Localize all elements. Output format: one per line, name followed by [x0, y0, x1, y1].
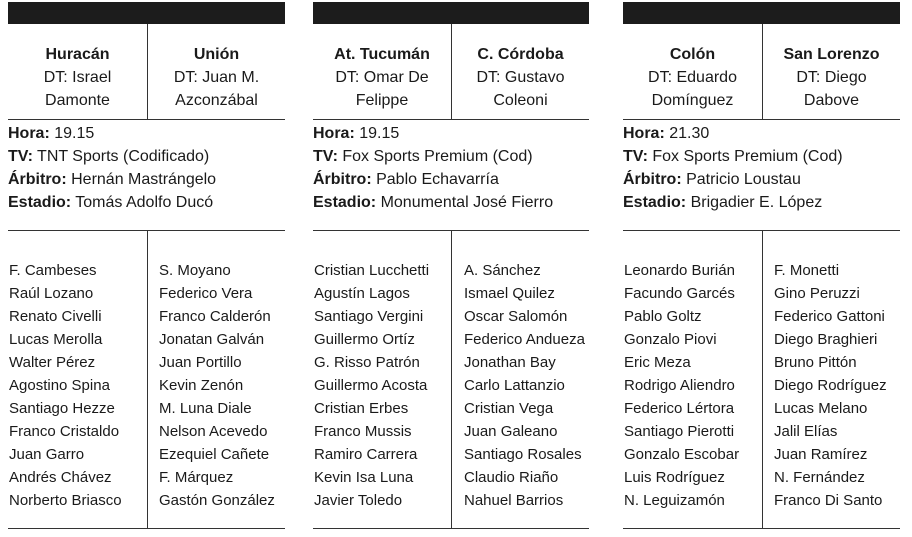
- player: Nahuel Barrios: [464, 492, 564, 509]
- hora-label: Hora:: [8, 125, 50, 142]
- player: Lucas Melano: [774, 400, 868, 417]
- player: Federico Vera: [159, 285, 253, 302]
- player: Cristian Lucchetti: [314, 262, 430, 279]
- away-team-name: C. Córdoba: [477, 46, 564, 63]
- player: Franco Di Santo: [774, 492, 883, 509]
- tv-value: Fox Sports Premium (Cod): [652, 148, 843, 165]
- card-header-bar: [623, 2, 900, 24]
- estadio-label: Estadio:: [313, 194, 377, 211]
- hora-label: Hora:: [313, 125, 355, 142]
- divider-line: [313, 119, 589, 120]
- player: Santiago Vergini: [314, 308, 424, 325]
- player: Oscar Salomón: [464, 308, 568, 325]
- home-lineup: [624, 259, 739, 512]
- player: Santiago Rosales: [464, 446, 582, 463]
- player: Bruno Pittón: [774, 354, 857, 371]
- stadium: [8, 191, 285, 214]
- estadio-value: Tomás Adolfo Ducó: [75, 194, 214, 211]
- player: Ramiro Carrera: [314, 446, 418, 463]
- divider-line: [8, 528, 285, 529]
- player: Guillermo Ortíz: [314, 331, 415, 348]
- referee: [623, 168, 900, 191]
- divider-line: [623, 528, 900, 529]
- tv-channel: [313, 145, 589, 168]
- player: Diego Braghieri: [774, 331, 878, 348]
- player: Santiago Pierotti: [624, 423, 735, 440]
- away-coach-line1: DT: Gustavo: [476, 69, 565, 86]
- player: Federico Lértora: [624, 400, 735, 417]
- player: Carlo Lattanzio: [464, 377, 565, 394]
- stadium: [313, 191, 589, 214]
- card-header-bar: [313, 2, 589, 24]
- player: Rodrigo Aliendro: [624, 377, 735, 394]
- hora-value: 19.15: [54, 125, 95, 142]
- arbitro-label: Árbitro:: [623, 171, 682, 188]
- away-team: [763, 43, 900, 112]
- estadio-label: Estadio:: [623, 194, 687, 211]
- player: Gino Peruzzi: [774, 285, 860, 302]
- player: Gonzalo Piovi: [624, 331, 717, 348]
- player: Franco Mussis: [314, 423, 412, 440]
- player: Franco Calderón: [159, 308, 271, 325]
- player: Juan Portillo: [159, 354, 242, 371]
- arbitro-label: Árbitro:: [313, 171, 372, 188]
- away-coach-line2: Dabove: [803, 92, 860, 109]
- away-coach-line1: DT: Juan M.: [173, 69, 260, 86]
- player: Franco Cristaldo: [9, 423, 120, 440]
- player: Juan Ramírez: [774, 446, 868, 463]
- tv-value: Fox Sports Premium (Cod): [342, 148, 533, 165]
- player: Guillermo Acosta: [314, 377, 428, 394]
- match-info: [8, 122, 285, 214]
- player: Eric Meza: [624, 354, 691, 371]
- home-coach-line2: Domínguez: [651, 92, 734, 109]
- player: Agostino Spina: [9, 377, 110, 394]
- hora-value: 21.30: [669, 125, 710, 142]
- player: Claudio Riaño: [464, 469, 559, 486]
- player: F. Cambeses: [9, 262, 97, 279]
- home-team-name: Colón: [669, 46, 716, 63]
- player: Ismael Quilez: [464, 285, 555, 302]
- player: Ezequiel Cañete: [159, 446, 270, 463]
- home-team-name: At. Tucumán: [334, 46, 430, 63]
- player: Nelson Acevedo: [159, 423, 268, 440]
- divider-line: [8, 119, 285, 120]
- arbitro-label: Árbitro:: [8, 171, 67, 188]
- home-coach-line1: DT: Israel: [43, 69, 112, 86]
- player: Juan Garro: [9, 446, 85, 463]
- away-coach-line1: DT: Diego: [796, 69, 867, 86]
- player: S. Moyano: [159, 262, 231, 279]
- referee: [8, 168, 285, 191]
- player: Gonzalo Escobar: [624, 446, 740, 463]
- home-coach-line1: DT: Omar De: [335, 69, 429, 86]
- divider-line: [313, 528, 589, 529]
- player: Gastón González: [159, 492, 275, 509]
- player: Leonardo Burián: [624, 262, 735, 279]
- player: Norberto Briasco: [9, 492, 122, 509]
- player: Raúl Lozano: [9, 285, 94, 302]
- lineups: [8, 231, 285, 529]
- away-team: [148, 43, 285, 112]
- referee: [313, 168, 589, 191]
- home-team-name: Huracán: [45, 46, 110, 63]
- home-coach-line2: Damonte: [45, 92, 110, 109]
- tv-label: TV:: [623, 148, 648, 165]
- stadium: [623, 191, 900, 214]
- home-team: [623, 43, 762, 112]
- player: M. Luna Diale: [159, 400, 252, 417]
- tv-channel: [623, 145, 900, 168]
- away-team-name: Unión: [193, 46, 240, 63]
- away-coach-line2: Coleoni: [493, 92, 548, 109]
- kickoff-time: [8, 122, 285, 145]
- home-lineup: [9, 259, 122, 512]
- player: Javier Toledo: [314, 492, 403, 509]
- player: A. Sánchez: [464, 262, 541, 279]
- estadio-value: Monumental José Fierro: [380, 194, 554, 211]
- player: Walter Pérez: [9, 354, 96, 371]
- kickoff-time: [623, 122, 900, 145]
- match-card-1: [8, 2, 285, 532]
- player: Jonatan Galván: [159, 331, 265, 348]
- home-coach-line2: Felippe: [355, 92, 409, 109]
- away-lineup: [774, 259, 887, 512]
- player: Federico Andueza: [464, 331, 585, 348]
- home-team: [8, 43, 147, 112]
- away-lineup: [464, 259, 585, 512]
- player: Cristian Vega: [464, 400, 554, 417]
- column-divider: [762, 231, 763, 529]
- column-divider: [147, 231, 148, 529]
- hora-label: Hora:: [623, 125, 665, 142]
- away-team: [452, 43, 589, 112]
- match-card-3: [623, 2, 900, 532]
- hora-value: 19.15: [359, 125, 400, 142]
- player: Kevin Isa Luna: [314, 469, 414, 486]
- kickoff-time: [313, 122, 589, 145]
- player: Jonathan Bay: [464, 354, 556, 371]
- match-info: [623, 122, 900, 214]
- player: Agustín Lagos: [314, 285, 410, 302]
- divider-line: [623, 119, 900, 120]
- tv-label: TV:: [8, 148, 33, 165]
- home-team: [313, 43, 451, 112]
- player: Juan Galeano: [464, 423, 558, 440]
- teams-header: [8, 24, 285, 119]
- estadio-label: Estadio:: [8, 194, 72, 211]
- player: Diego Rodríguez: [774, 377, 887, 394]
- player: Federico Gattoni: [774, 308, 885, 325]
- home-coach-line1: DT: Eduardo: [648, 69, 737, 86]
- estadio-value: Brigadier E. López: [690, 194, 823, 211]
- player: G. Risso Patrón: [314, 354, 420, 371]
- player: F. Monetti: [774, 262, 840, 279]
- player: Cristian Erbes: [314, 400, 409, 417]
- player: Pablo Goltz: [624, 308, 702, 325]
- arbitro-value: Pablo Echavarría: [376, 171, 499, 188]
- teams-header: [313, 24, 589, 119]
- player: Andrés Chávez: [9, 469, 112, 486]
- arbitro-value: Patricio Loustau: [686, 171, 801, 188]
- player: Facundo Garcés: [624, 285, 735, 302]
- home-lineup: [314, 259, 429, 512]
- tv-label: TV:: [313, 148, 338, 165]
- player: Santiago Hezze: [9, 400, 115, 417]
- player: Jalil Elías: [774, 423, 838, 440]
- player: N. Fernández: [774, 469, 865, 486]
- player: F. Márquez: [159, 469, 234, 486]
- player: Luis Rodríguez: [624, 469, 725, 486]
- arbitro-value: Hernán Mastrángelo: [71, 171, 217, 188]
- tv-channel: [8, 145, 285, 168]
- player: N. Leguizamón: [624, 492, 725, 509]
- lineups: [313, 231, 589, 529]
- match-info: [313, 122, 589, 214]
- lineups: [623, 231, 900, 529]
- tv-value: TNT Sports (Codificado): [37, 148, 210, 165]
- player: Kevin Zenón: [159, 377, 244, 394]
- away-team-name: San Lorenzo: [783, 46, 880, 63]
- column-divider: [451, 231, 452, 529]
- away-lineup: [159, 259, 275, 512]
- player: Renato Civelli: [9, 308, 102, 325]
- player: Lucas Merolla: [9, 331, 103, 348]
- match-card-2: [313, 2, 589, 532]
- teams-header: [623, 24, 900, 119]
- away-coach-line2: Azconzábal: [175, 92, 258, 109]
- card-header-bar: [8, 2, 285, 24]
